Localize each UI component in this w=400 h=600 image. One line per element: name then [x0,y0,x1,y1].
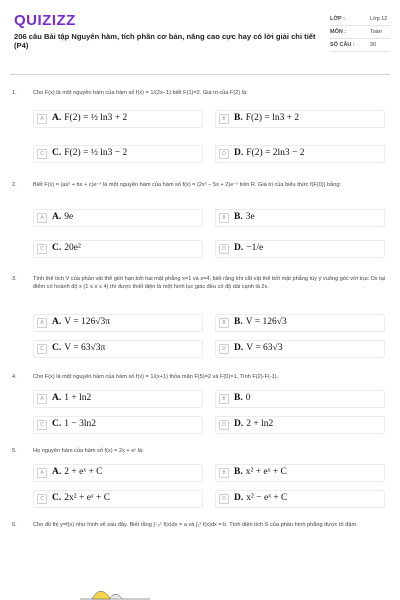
option-key: B. [234,467,243,477]
option-1d[interactable] [215,145,385,163]
option-text: 9e [64,212,74,222]
class-value: Lớp 12 [370,16,388,22]
question-text: Cho đồ thị y=f(x) như hình vẽ sau đây. Biết rằng ∫₋₂¹ f(x)dx = a và ∫₁² f(x)dx = b. Tính diện tích S của phần hình phẳng được tô đậm. [33,522,358,528]
option-key: C. [52,343,62,353]
option-key: B. [234,317,243,327]
option-letter: C [37,344,47,354]
option-key: A. [52,212,62,222]
count-value: 30 [370,42,377,48]
option-2d[interactable] [215,240,385,258]
option-letter: B [219,114,229,124]
option-3d[interactable] [215,340,385,358]
option-letter: A [37,114,47,124]
meta-class [330,13,390,26]
question-number: 1. [12,90,17,96]
meta-subject [330,26,390,39]
question-text: Họ nguyên hàm của hàm số f(x) = 2x + eˣ là: [33,448,144,454]
shaded-region [92,591,110,599]
option-letter: B [219,394,229,404]
option-text: V = 126√3π [64,317,111,327]
option-text: 1 − 3ln2 [64,419,96,429]
graph-figure [80,578,150,600]
curve-segment [110,594,122,599]
option-key: D. [234,243,244,253]
quiz-meta [330,13,390,52]
option-1a[interactable] [33,110,203,128]
option-text: V = 63√3π [64,343,106,353]
option-letter: B [219,318,229,328]
option-text: 2 + eˣ + C [64,467,103,477]
question-number: 6. [12,522,17,528]
option-text: F(2) = ½ ln3 − 2 [64,148,128,158]
option-key: D. [234,419,244,429]
option-5b[interactable] [215,464,385,482]
option-letter: A [37,318,47,328]
quizizz-logo: QUIZIZZ [14,12,76,29]
option-text: 20e² [64,243,81,253]
question-number: 3. [12,276,17,282]
option-key: C. [52,493,62,503]
option-letter: A [37,213,47,223]
option-4c[interactable] [33,416,203,434]
option-key: C. [52,243,62,253]
question-number: 5. [12,448,17,454]
option-letter: C [37,149,47,159]
option-letter: D [219,149,229,159]
option-key: D. [234,493,244,503]
option-2c[interactable] [33,240,203,258]
option-1b[interactable] [215,110,385,128]
option-4b[interactable] [215,390,385,408]
question-text: Cho F(x) là một nguyên hàm của hàm số f(x) = 1/(2x−1) biết F(1)=2. Giá trị của F(2) là: [33,90,248,96]
option-text: x² + eˣ + C [245,467,287,477]
subject-label: MÔN : [330,29,347,35]
option-5c[interactable] [33,490,203,508]
option-letter: D [219,244,229,254]
option-text: x² − eˣ + C [246,493,288,503]
option-text: 2 + ln2 [246,419,274,429]
question-text: Biết F(x) = (ax² + bx + c)e⁻ˣ là một nguyên hàm của hàm số f(x) = (2x² − 5x + 2)e⁻ˣ trên R. Giá trị của biểu thức f(F(0)) bằng: [33,182,342,188]
option-letter: C [37,244,47,254]
option-key: A. [52,467,62,477]
option-text: 1 + ln2 [64,393,92,403]
option-letter: B [219,213,229,223]
option-letter: D [219,494,229,504]
option-text: F(2) = ½ ln3 + 2 [64,113,128,123]
option-key: B. [234,212,243,222]
option-1c[interactable] [33,145,203,163]
option-letter: A [37,394,47,404]
meta-count [330,39,390,52]
option-text: V = 63√3 [246,343,283,353]
option-key: C. [52,148,62,158]
option-text: −1/e [246,243,264,253]
option-3a[interactable] [33,314,203,332]
option-3b[interactable] [215,314,385,332]
option-text: 2x² + eˣ + C [64,493,111,503]
option-letter: A [37,468,47,478]
option-3c[interactable] [33,340,203,358]
option-key: C. [52,419,62,429]
option-key: B. [234,113,243,123]
count-label: SỐ CÂU : [330,42,355,48]
question-text: Tính thể tích V của phần vật thể giới hạn bởi hai mặt phẳng x=1 và x=4, biết rằng khi cắt vật thể bởi mặt phẳng tùy ý vuông góc với trục Ox tại điểm có hoành độ x (1 ≤ x ≤ 4) thì được thiết diện là một hình lục giác đều có độ dài cạnh là 2x. [33,276,386,290]
option-4a[interactable] [33,390,203,408]
option-2a[interactable] [33,209,203,227]
header-divider [10,74,390,75]
option-text: 0 [245,393,251,403]
option-letter: D [219,344,229,354]
option-5a[interactable] [33,464,203,482]
question-number: 4. [12,374,17,380]
option-letter: C [37,420,47,430]
option-key: D. [234,343,244,353]
question-text: Cho F(x) là một nguyên hàm của hàm số f(x) = 1/(x+1) thỏa mãn F(5)=2 và F(0)=1. Tính F(2)-F(-1). [33,374,279,380]
option-text: V = 126√3 [245,317,287,327]
option-key: D. [234,148,244,158]
option-letter: C [37,494,47,504]
option-2b[interactable] [215,209,385,227]
option-text: 3e [245,212,255,222]
option-letter: B [219,468,229,478]
class-label: LỚP : [330,16,345,22]
option-key: A. [52,113,62,123]
option-4d[interactable] [215,416,385,434]
graph-svg [80,578,150,600]
question-number: 2. [12,182,17,188]
option-text: F(2) = ln3 + 2 [245,113,300,123]
option-letter: D [219,420,229,430]
option-key: A. [52,317,62,327]
option-text: F(2) = 2ln3 − 2 [246,148,305,158]
option-key: B. [234,393,243,403]
option-5d[interactable] [215,490,385,508]
option-key: A. [52,393,62,403]
page-title: 206 câu Bài tập Nguyên hàm, tích phân cơ bản, nâng cao cực hay có lời giải chi tiết (P4) [14,32,316,50]
subject-value: Toán [370,29,382,35]
